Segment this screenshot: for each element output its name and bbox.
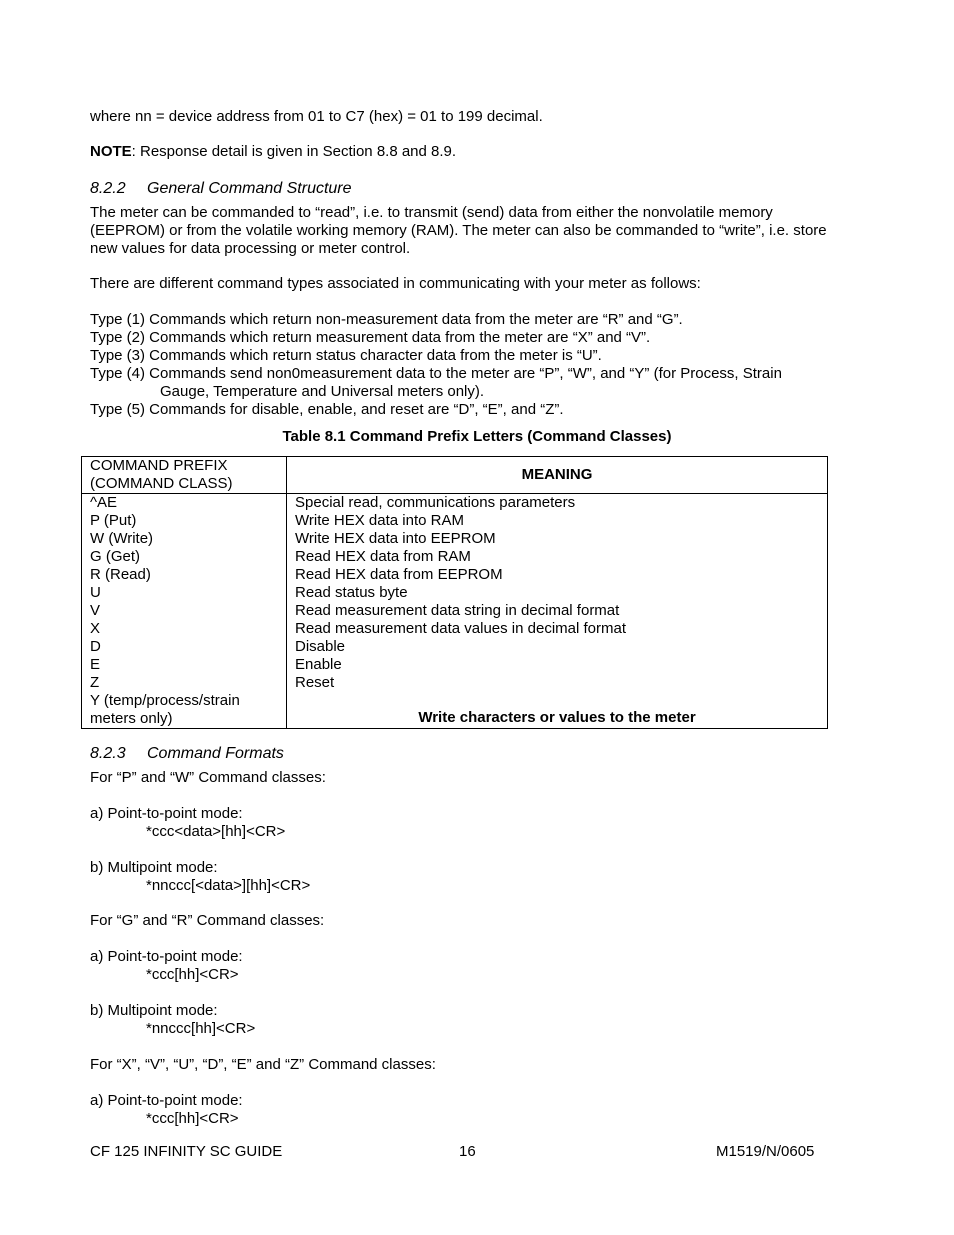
meaning-cell-y: Write characters or values to the meter: [287, 692, 828, 729]
table-header-row: [82, 457, 828, 494]
prefix-cell: X: [90, 620, 101, 637]
prefix-line: Y (temp/process/strain: [90, 692, 240, 709]
meaning-cell: Read HEX data from RAM: [295, 548, 471, 565]
meaning-cell: Disable: [295, 638, 346, 655]
meaning-cell: Write HEX data into EEPROM: [295, 530, 496, 547]
command-type-item: Type (5) Commands for disable, enable, and reset are “D”, “E”, and “Z”.: [90, 401, 564, 418]
prefix-line: meters only): [90, 710, 173, 727]
meaning-cell: Read HEX data from EEPROM: [295, 566, 503, 583]
prefix-cell: V: [90, 602, 101, 619]
section-heading-8-2-3: [90, 745, 284, 763]
note-label: NOTE: [90, 143, 132, 160]
header-meaning: MEANING: [287, 457, 828, 494]
prefix-cell: ^AE: [90, 494, 118, 511]
pw-point-to-point-code: *ccc<data>[hh]<CR>: [146, 823, 286, 840]
prefix-cell: R (Read): [90, 566, 151, 583]
pw-multipoint-label: b) Multipoint mode:: [90, 859, 218, 876]
gr-point-to-point-label: a) Point-to-point mode:: [90, 948, 243, 965]
pw-commands-intro: For “P” and “W” Command classes:: [90, 769, 326, 786]
header-line: (COMMAND CLASS): [90, 475, 233, 492]
prefix-cell: P (Put): [90, 512, 137, 529]
prefix-cell: D: [90, 638, 101, 655]
meaning-column: [287, 494, 828, 693]
meaning-cell: Read measurement data string in decimal format: [295, 602, 620, 619]
command-type-item: Type (4) Commands send non0measurement data to the meter are “P”, “W”, and “Y” (for Process, Strain: [90, 365, 782, 382]
prefix-cell: W (Write): [90, 530, 154, 547]
section-number: 8.2.2: [90, 180, 126, 197]
command-types-intro: There are different command types associated in communicating with your meter as follows:: [90, 275, 701, 292]
command-type-item: Type (3) Commands which return status character data from the meter is “U”.: [90, 347, 602, 364]
prefix-cell: Z: [90, 674, 100, 691]
section-heading-8-2-2: [90, 180, 352, 198]
command-type-item-continuation: Gauge, Temperature and Universal meters only).: [160, 383, 485, 400]
xvudez-commands-intro: For “X”, “V”, “U”, “D”, “E” and “Z” Command classes:: [90, 1056, 436, 1073]
footer-document-title: CF 125 INFINITY SC GUIDE: [90, 1143, 283, 1160]
table-last-row: [82, 692, 828, 729]
meaning-cell: Write HEX data into RAM: [295, 512, 464, 529]
paragraph-line: The meter can be commanded to “read”, i.e. to transmit (send) data from either the nonvolatile memory: [90, 204, 773, 221]
prefix-cell: E: [90, 656, 101, 673]
prefix-cell: U: [90, 584, 101, 601]
xvudez-point-to-point-label: a) Point-to-point mode:: [90, 1092, 243, 1109]
command-type-item: Type (1) Commands which return non-measurement data from the meter are “R” and “G”.: [90, 311, 683, 328]
meaning-cell: Reset: [295, 674, 335, 691]
gr-multipoint-label: b) Multipoint mode:: [90, 1002, 218, 1019]
command-prefix-table: [81, 456, 828, 729]
command-type-item: Type (2) Commands which return measurement data from the meter are “X” and “V”.: [90, 329, 651, 346]
footer-page-number: 16: [459, 1143, 476, 1160]
note-paragraph: [90, 143, 456, 161]
meaning-cell: Special read, communications parameters: [295, 494, 576, 511]
paragraph-line: (EEPROM) or from the volatile working memory (RAM). The meter can also be commanded to “write”, i.e. store: [90, 222, 827, 239]
pw-multipoint-code: *nnccc[<data>][hh]<CR>: [146, 877, 311, 894]
paragraph-line: new values for data processing or meter control.: [90, 240, 411, 257]
meaning-cell: Read measurement data values in decimal format: [295, 620, 626, 637]
table-caption: Table 8.1 Command Prefix Letters (Command Classes): [282, 428, 672, 445]
prefix-cell-y: [82, 692, 287, 729]
gr-multipoint-code: *nnccc[hh]<CR>: [146, 1020, 256, 1037]
meaning-cell: Enable: [295, 656, 342, 673]
prefix-cell: G (Get): [90, 548, 141, 565]
command-types-list: [90, 311, 782, 419]
footer-document-code: M1519/N/0605: [716, 1143, 815, 1160]
section-title: General Command Structure: [147, 180, 352, 197]
section-title: Command Formats: [147, 745, 284, 762]
xvudez-point-to-point-code: *ccc[hh]<CR>: [146, 1110, 239, 1127]
header-command-prefix: [82, 457, 287, 494]
section-number: 8.2.3: [90, 745, 126, 762]
note-text: : Response detail is given in Section 8.8 and 8.9.: [131, 143, 457, 160]
gr-point-to-point-code: *ccc[hh]<CR>: [146, 966, 239, 983]
table-body-row: [82, 494, 828, 693]
header-line: COMMAND PREFIX: [90, 457, 228, 474]
address-range-text: where nn = device address from 01 to C7 (hex) = 01 to 199 decimal.: [90, 108, 543, 125]
prefix-column: [82, 494, 287, 693]
command-structure-paragraph: [90, 204, 827, 258]
gr-commands-intro: For “G” and “R” Command classes:: [90, 912, 325, 929]
pw-point-to-point-label: a) Point-to-point mode:: [90, 805, 243, 822]
meaning-cell: Read status byte: [295, 584, 408, 601]
